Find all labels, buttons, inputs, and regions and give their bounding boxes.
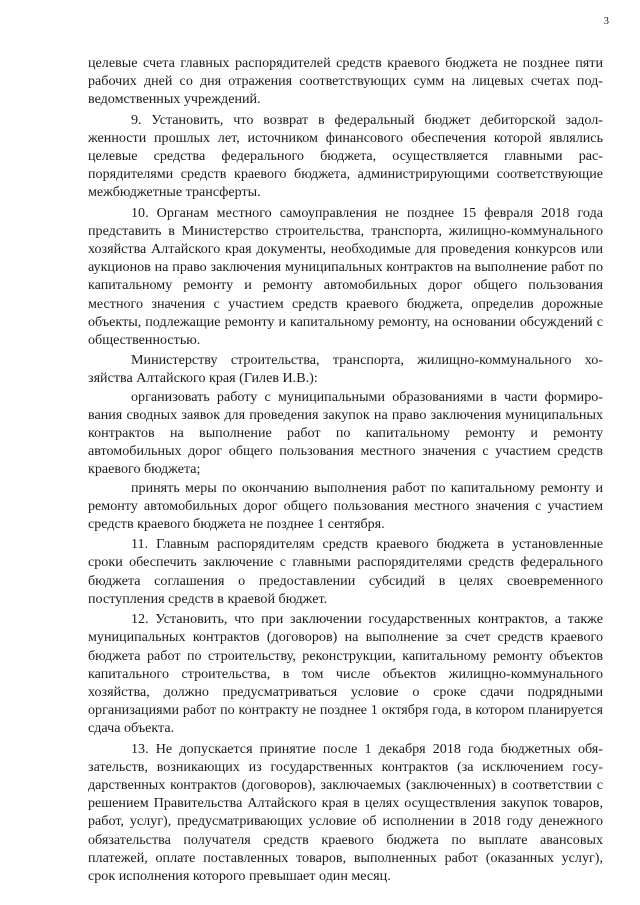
paragraph-item-10: 10. Органам местного самоуправления не позднее 15 февраля 2018 года представить в Министерство строительства, транспорта, жилищно-коммунального хозяйства Алтайского края документы, необходимые для проведения конкурсов или аукционов на право заключения муниципальных контрактов на выполнение работ по капитальному ремонту и ремонту автомобильных дорог общего пользования местного значения с участием средств краевого бюджета, определив дорожные объекты, подлежащие ремонту и капитальному ремонту, на основании обсуждений с общественностью. <box>88 204 603 349</box>
paragraph-item-11: 11. Главным распорядителям средств краевого бюджета в установленные сроки обеспечить заключение с главными распорядителями средств федерального бюджета соглашения о предоставлении субсидий в целях своевременного поступления средств в краевой бюджет. <box>88 536 603 607</box>
paragraph-organize-work: организовать работу с муниципальными образованиями в части формирования сводных заявок для проведения закупок на право заключения муниципальных контрактов на выполнение работ по капитальному ремонту и ремонту автомобильных дорог общего пользования местного значения с участием средств краевого бюджета; <box>88 388 603 478</box>
paragraph-item-12: 12. Установить, что при заключении государственных контрактов, а также муниципальных контрактов (договоров) на выполнение за счет средств краевого бюджета работ по строительству, реконструкции, капитальному ремонту объектов капитального строительства, в том числе объектов жилищно-коммунального хозяйства, должно предусматриваться условие о сроке сдачи подрядными организациями работ по контракту не позднее 1 октября года, в котором планируется сдача объекта. <box>88 611 603 737</box>
paragraph-continuation: целевые счета главных распорядителей средств краевого бюджета не позднее пяти рабочих дней со дня отражения соответствующих сумм на лицевых счетах подведомственных учреждений. <box>88 55 603 108</box>
paragraph-ministry-instruction: Министерству строительства, транспорта, жилищно-коммунального хозяйства Алтайского края (Гилев И.В.): <box>88 352 603 387</box>
paragraph-item-13: 13. Не допускается принятие после 1 декабря 2018 года бюджетных обязательств, возникающих из государственных контрактов (за исключением государственных контрактов (договоров), заключаемых (заключенных) в соответствии с решением Правительства Алтайского края в целях осуществления закупок товаров, работ, услуг), предусматривающих условие об исполнении в 2018 году денежного обязательства получателя средств краевого бюджета по выплате авансовых платежей, оплате поставленных товаров, выполненных работ (оказанных услуг), срок исполнения которого превышает один месяц. <box>88 740 603 884</box>
page-number: 3 <box>603 15 609 27</box>
paragraph-take-measures: принять меры по окончанию выполнения работ по капитальному ремонту и ремонту автомобильных дорог общего пользования местного значения с участием средств краевого бюджета не позднее 1 сентября. <box>88 479 603 533</box>
document-body <box>88 54 603 885</box>
paragraph-item-9: 9. Установить, что возврат в федеральный бюджет дебиторской задолженности прошлых лет, источником финансового обеспечения которой являлись целевые средства федерального бюджета, осуществляется главными распорядителями средств краевого бюджета, администрирующими соответствующие межбюджетные трансферты. <box>88 111 603 201</box>
